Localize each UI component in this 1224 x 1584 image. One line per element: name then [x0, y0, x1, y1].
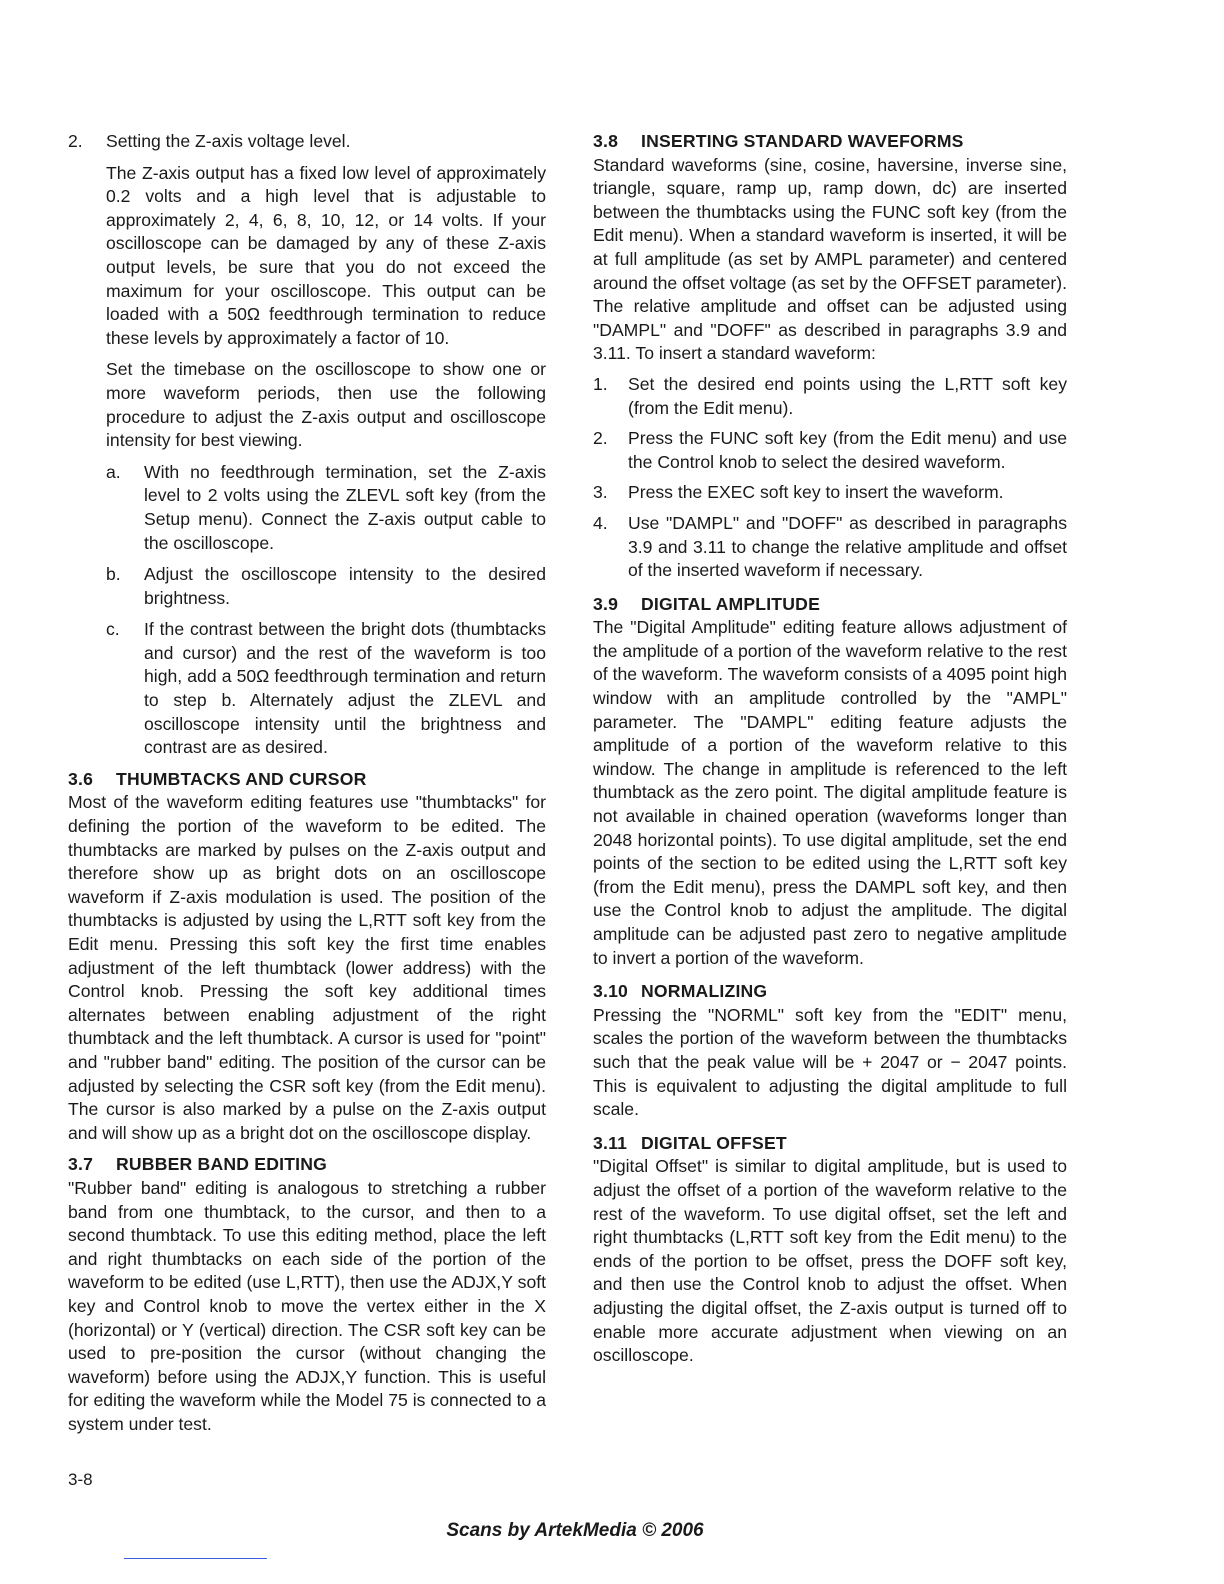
step-text: Set the desired end points using the L,RTT soft key (from the Edit menu).	[628, 373, 1067, 418]
step-item	[106, 618, 546, 760]
step-item	[106, 461, 546, 555]
step-text: If the contrast between the bright dots (thumbtacks and cursor) and the rest of the waveform is too high, add a 50Ω feedthrough termination and return to step b. Alternately adjust the ZLEVL and oscilloscope intensity until the brightness and contrast are as desired.	[144, 619, 546, 758]
step-letter: b.	[106, 564, 121, 585]
section-heading-3-9	[593, 593, 1067, 617]
section-body: "Digital Offset" is similar to digital amplitude, but is used to adjust the offset of a portion of the waveform relative to the rest of the waveform. To use digital offset, set the left and right thumbtacks (L,RTT soft key from the Edit menu) to the ends of the portion to be offset, press the DOFF soft key, and then use the Control knob to adjust the offset. When adjusting the digital offset, the Z-axis output is turned off to enable more accurate adjustment when viewing on an oscilloscope.	[593, 1156, 1067, 1366]
step-list	[106, 461, 546, 760]
section-heading-3-10	[593, 980, 1067, 1004]
page-number: 3-8	[68, 1470, 93, 1489]
section-title: NORMALIZING	[641, 981, 768, 1002]
step-letter: a.	[106, 461, 121, 482]
numbered-step	[593, 512, 1067, 583]
section-body: The "Digital Amplitude" editing feature allows adjustment of the amplitude of a portion of the waveform relative to the rest of the waveform. The waveform consists of a 4095 point high window with an amplitude controlled by the "AMPL" parameter. The "DAMPL" editing feature adjusts the amplitude of a portion of the waveform relative to this window. The change in amplitude is referenced to the left thumbtack as the zero point. The digital amplitude feature is not available in chained operation (waveforms longer than 2048 horizontal points). To use digital amplitude, set the end points of the section to be edited using the L,RTT soft key (from the Edit menu), press the DAMPL soft key, and then use the Control knob to adjust the amplitude. The digital amplitude can be adjusted past zero to negative amplitude to invert a portion of the waveform.	[593, 617, 1067, 968]
footer-rule	[124, 1558, 267, 1559]
section-title: DIGITAL AMPLITUDE	[641, 593, 821, 614]
section-number: 3.9	[593, 593, 619, 614]
step-number: 4.	[593, 512, 608, 533]
section-body: Pressing the "NORML" soft key from the "EDIT" menu, scales the portion of the waveform between the thumbtacks such that the peak value will be + 2047 or − 2047 points. This is equivalent to adjusting the digital amplitude to full scale.	[593, 1004, 1067, 1120]
step-item	[106, 563, 546, 610]
paragraph: Set the timebase on the oscilloscope to show one or more waveform periods, then use the following procedure to adjust the Z-axis output and oscilloscope intensity for best viewing.	[106, 359, 546, 451]
step-text: Use "DAMPL" and "DOFF" as described in paragraphs 3.9 and 3.11 to change the relative amplitude and offset of the inserted waveform if necessary.	[628, 512, 1067, 581]
section-number: 3.8	[593, 131, 619, 151]
section-title: THUMBTACKS AND CURSOR	[116, 768, 367, 789]
section-heading-3-8	[593, 130, 1067, 154]
section-number: 3.10	[593, 981, 629, 1002]
step-text: Press the EXEC soft key to insert the waveform.	[628, 482, 1004, 503]
item-title: Setting the Z-axis voltage level.	[106, 131, 351, 151]
step-number: 3.	[593, 482, 608, 503]
numbered-step	[593, 481, 1067, 505]
step-number: 2.	[593, 428, 608, 449]
numbered-step	[593, 427, 1067, 474]
section-body: Most of the waveform editing features use "thumbtacks" for defining the portion of the waveform to be edited. The thumbtacks are marked by pulses on the Z-axis output and therefore show up as bright dots on an oscilloscope waveform if Z-axis modulation is used. The position of the thumbtacks is adjusted by using the L,RTT soft key from the Edit menu. Pressing this soft key the first time enables adjustment of the left thumbtack (lower address) with the Control knob. Pressing the soft key additional times alternates between enabling adjustment of the right thumbtack and the left thumbtack. A cursor is used for "point" and "rubber band" editing. The position of the cursor can be adjusted by selecting the CSR soft key (from the Edit menu). The cursor is also marked by a pulse on the Z-axis output and will show up as a bright dot on the oscilloscope display.	[68, 792, 546, 1143]
list-item-2	[68, 130, 546, 453]
step-letter: c.	[106, 619, 120, 640]
section-number: 3.11	[593, 1132, 628, 1153]
section-body: Standard waveforms (sine, cosine, haversine, inverse sine, triangle, square, ramp up, ramp down, dc) are inserted between the thumbtacks using the FUNC soft key (from the Edit menu). When a standard waveform is inserted, it will be at full amplitude (as set by AMPL parameter) and centered around the offset voltage (as set by the OFFSET parameter). The relative amplitude and offset can be adjusted using "DAMPL" and "DOFF" as described in paragraphs 3.9 and 3.11. To insert a standard waveform:	[593, 154, 1067, 364]
step-text: Adjust the oscilloscope intensity to the desired brightness.	[144, 564, 546, 608]
left-column	[68, 130, 546, 1436]
scan-credit: Scans by ArtekMedia © 2006	[446, 1520, 704, 1541]
item-number: 2.	[68, 131, 83, 151]
section-title: INSERTING STANDARD WAVEFORMS	[641, 131, 964, 151]
section-number: 3.6	[68, 768, 94, 789]
section-title: DIGITAL OFFSET	[641, 1132, 787, 1153]
step-text: With no feedthrough termination, set the Z-axis level to 2 volts using the ZLEVL soft key (from the Setup menu). Connect the Z-axis output cable to the oscilloscope.	[144, 461, 546, 553]
section-body: "Rubber band" editing is analogous to stretching a rubber band from one thumbtack, to the cursor, and then to a second thumbtack. To use this editing method, place the left and right thumbtacks on each side of the portion of the waveform to be edited (use L,RTT), then use the ADJX,Y soft key and Control knob to move the vertex either in the X (horizontal) or Y (vertical) direction. The CSR soft key can be used to pre-position the cursor (without changing the waveform) before using the ADJX,Y function. This is useful for editing the waveform while the Model 75 is connected to a system under test.	[68, 1177, 546, 1434]
section-title: RUBBER BAND EDITING	[116, 1154, 328, 1175]
section-heading-3-7	[68, 1153, 546, 1177]
right-column	[593, 130, 1067, 1368]
step-number: 1.	[593, 373, 608, 394]
section-heading-3-11	[593, 1132, 1067, 1156]
step-text: Press the FUNC soft key (from the Edit menu) and use the Control knob to select the desired waveform.	[628, 428, 1067, 472]
section-heading-3-6	[68, 768, 546, 792]
numbered-step	[593, 373, 1067, 420]
paragraph: The Z-axis output has a fixed low level of approximately 0.2 volts and a high level that is adjustable to approximately 2, 4, 6, 8, 10, 12, or 14 volts. If your oscilloscope can be damaged by any of these Z-axis output levels, be sure that you do not exceed the maximum for your oscilloscope. This output can be loaded with a 50Ω feedthrough termination to reduce these levels by approximately a factor of 10.	[106, 162, 546, 348]
section-number: 3.7	[68, 1154, 94, 1175]
